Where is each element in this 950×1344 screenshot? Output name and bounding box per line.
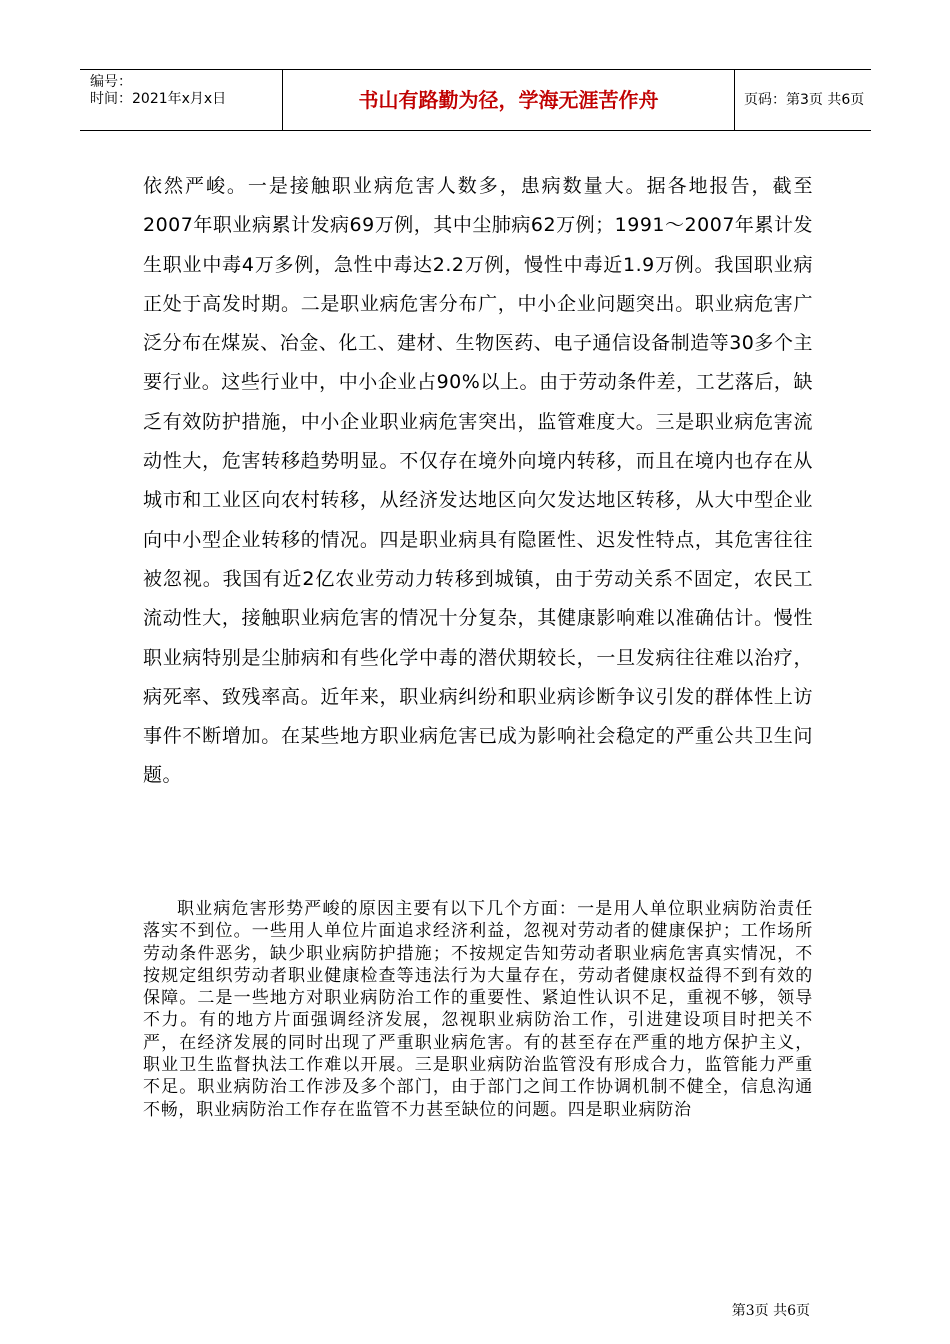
document-date-label: 时间：2021年x月x日 — [90, 91, 227, 107]
header-meta — [80, 70, 282, 130]
header-page-indicator: 页码：第3页 共6页 — [744, 92, 865, 108]
body-paragraph-1: 依然严峻。一是接触职业病危害人数多，患病数量大。据各地报告，截至2007年职业病累计发病69万例，其中尘肺病62万例；1991～2007年累计发生职业中毒4万多例，急性中毒达2.2万例，慢性中毒近1.9万例。我国职业病正处于高发时期。二是职业病危害分布广，中小企业问题突出。职业病危害广泛分布在煤炭、冶金、化工、建材、生物医药、电子通信设备制造等30多个主要行业。这些行业中，中小企业占90%以上。由于劳动条件差，工艺落后，缺乏有效防护措施，中小企业职业病危害突出，监管难度大。三是职业病危害流动性大，危害转移趋势明显。不仅存在境外向境内转移，而且在境内也存在从城市和工业区向农村转移，从经济发达地区向欠发达地区转移，从大中型企业向中小型企业转移的情况。四是职业病具有隐匿性、迟发性特点，其危害往往被忽视。我国有近2亿农业劳动力转移到城镇，由于劳动关系不固定，农民工流动性大，接触职业病危害的情况十分复杂，其健康影响难以准确估计。慢性职业病特别是尘肺病和有些化学中毒的潜伏期较长，一旦发病往往难以治疗，病死率、致残率高。近年来，职业病纠纷和职业病诊断争议引发的群体性上访事件不断增加。在某些地方职业病危害已成为影响社会稳定的严重公共卫生问题。 — [143, 175, 813, 787]
footer-page-number: 第3页 共6页 — [731, 1303, 810, 1319]
page-header — [80, 69, 871, 131]
body-paragraph-2: 职业病危害形势严峻的原因主要有以下几个方面：一是用人单位职业病防治责任落实不到位。一些用人单位片面追求经济利益，忽视对劳动者的健康保护；工作场所劳动条件恶劣，缺少职业病防护措施；不按规定告知劳动者职业病危害真实情况，不按规定组织劳动者职业健康检查等违法行为大量存在，劳动者健康权益得不到有效的保障。二是一些地方对职业病防治工作的重要性、紧迫性认识不足，重视不够，领导不力。有的地方片面强调经济发展，忽视职业病防治工作，引进建设项目时把关不严，在经济发展的同时出现了严重职业病危害。有的甚至存在严重的地方保护主义，职业卫生监督执法工作难以开展。三是职业病防治监管没有形成合力，监管能力严重不足。职业病防治工作涉及多个部门，由于部门之间工作协调机制不健全，信息沟通不畅，职业病防治工作存在监管不力甚至缺位的问题。四是职业病防治 — [143, 899, 813, 1120]
document-number-label: 编号： — [90, 74, 132, 90]
header-motto: 书山有路勤为径，学海无涯苦作舟 — [282, 70, 735, 130]
